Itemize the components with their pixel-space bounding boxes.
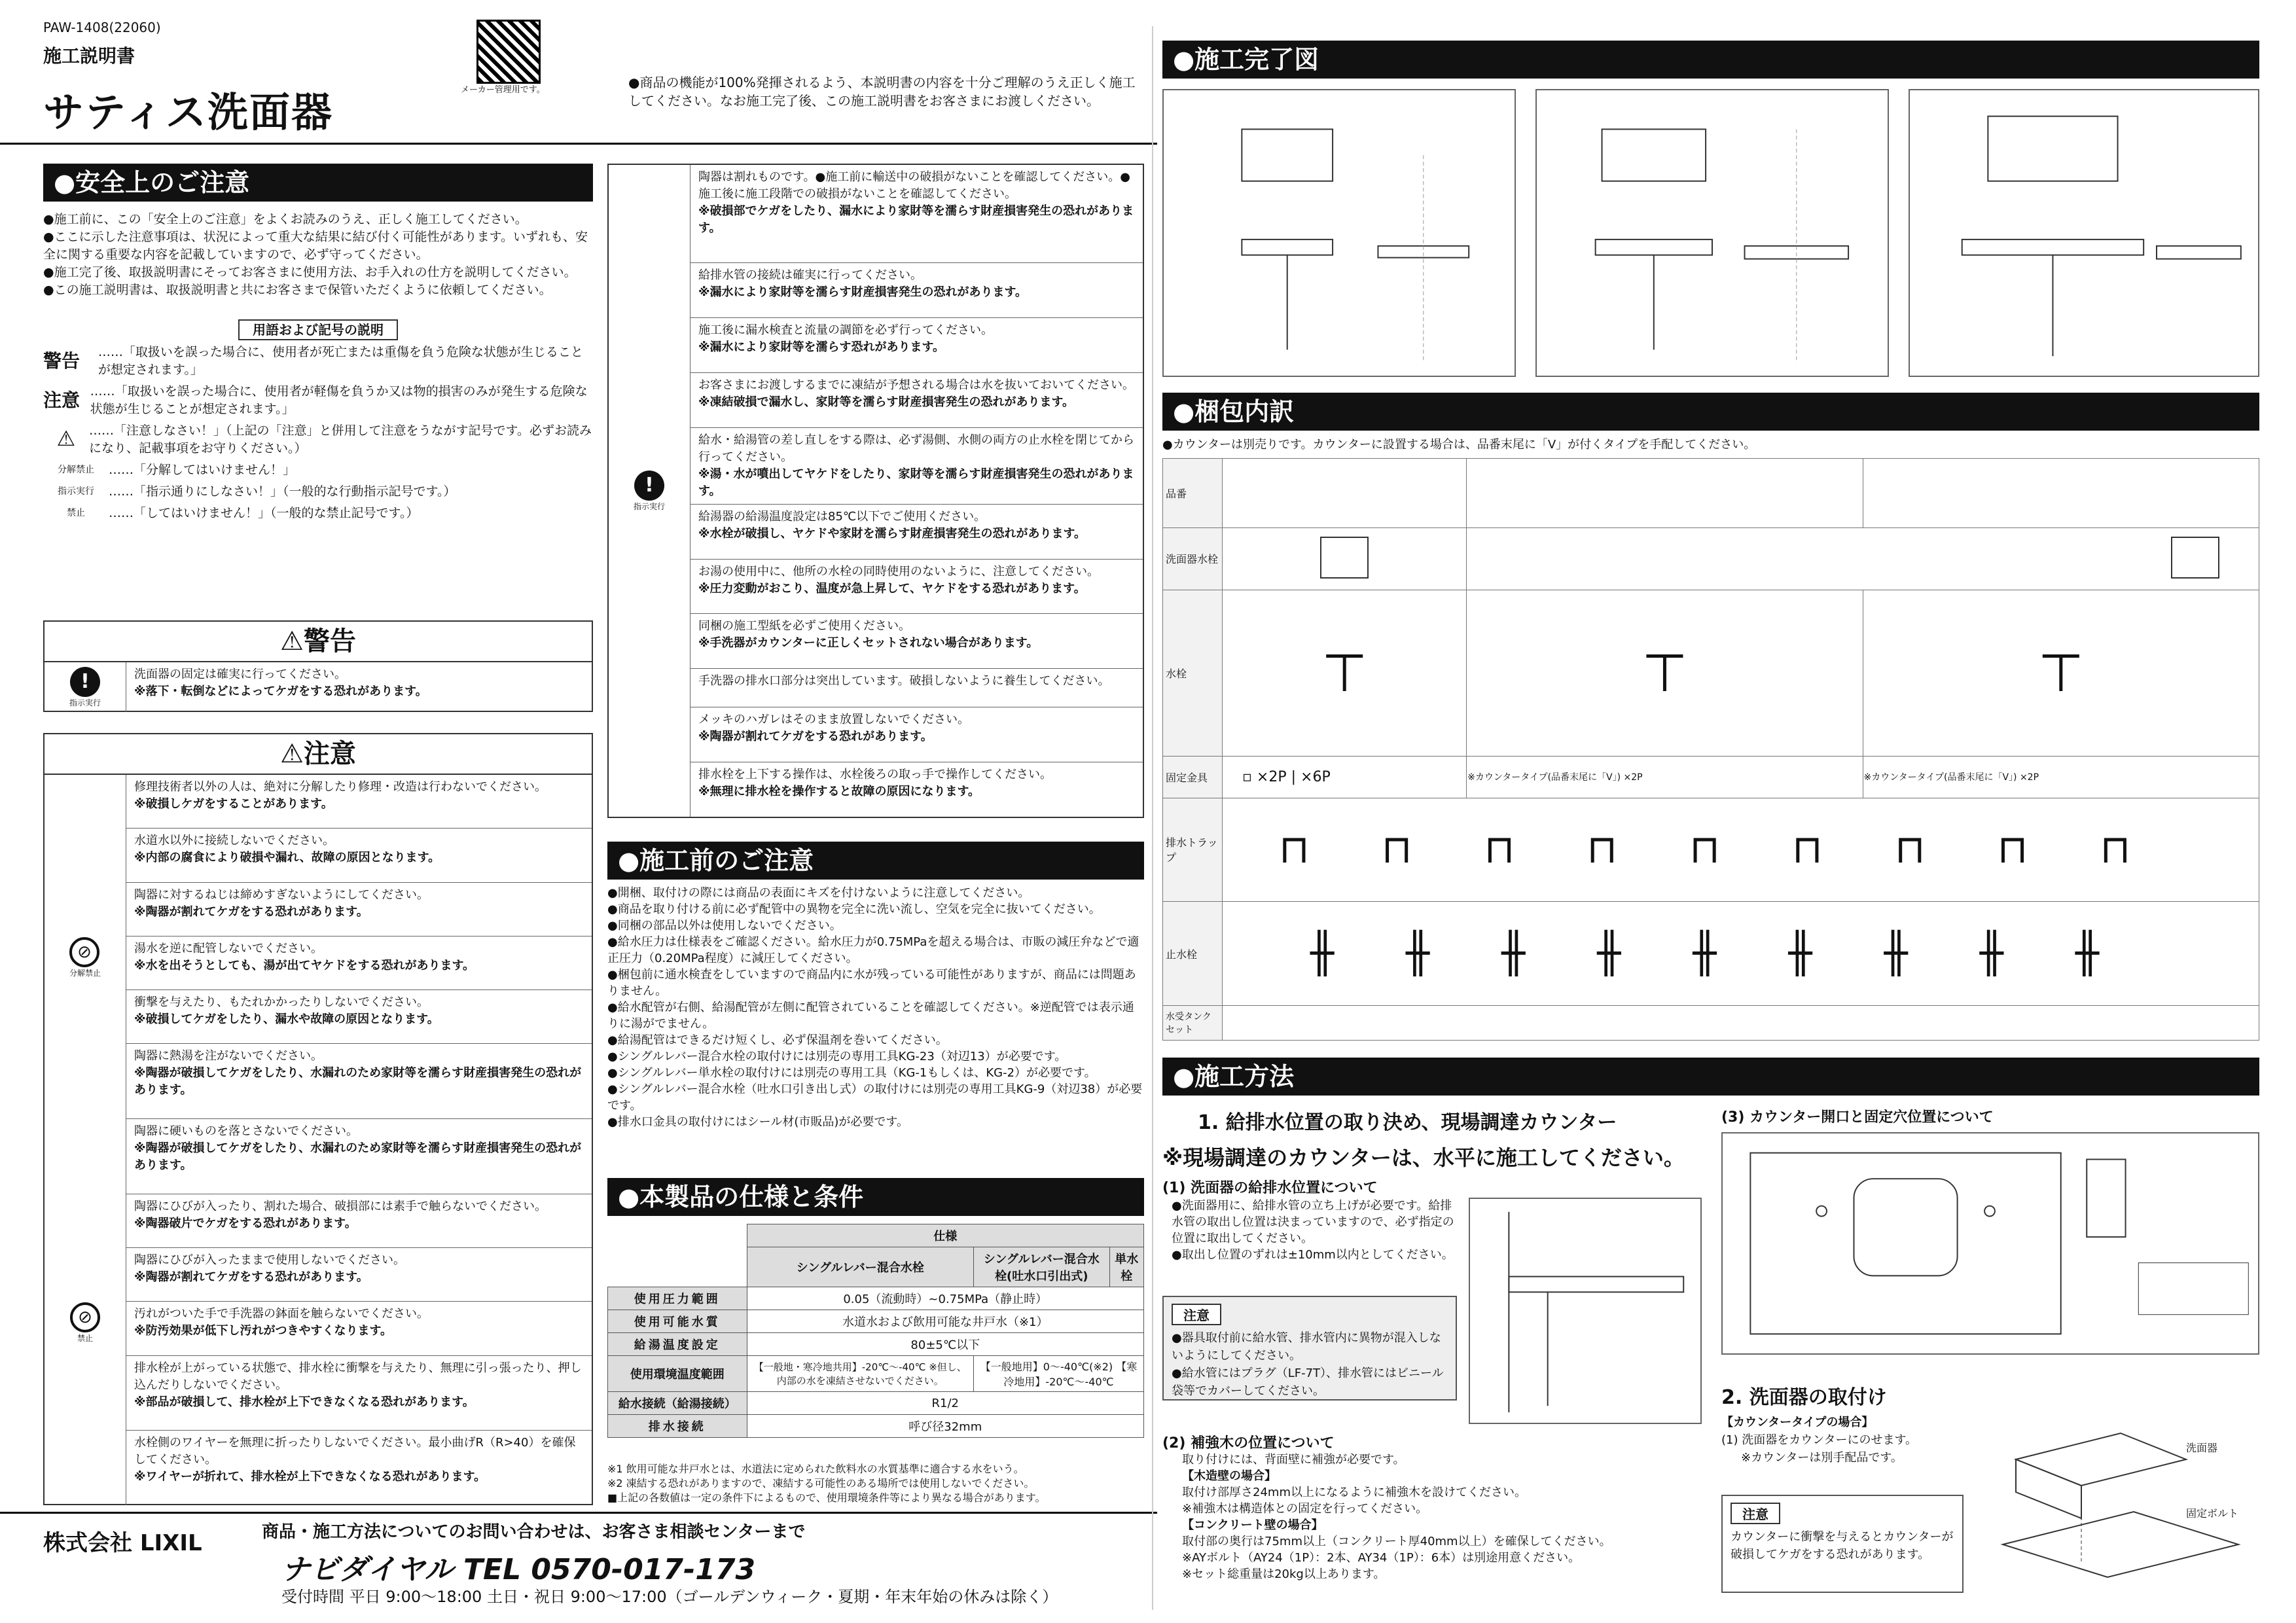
method-caution-box: 注意 ●器具取付前に給水管、排水管内に異物が混入しないようにしてください。 ●給水管にはプラグ（LF-7T）、排水管にはビニール袋等でカバーしてください。: [1162, 1296, 1457, 1400]
instruction-icon: ! 指示実行: [45, 662, 126, 712]
middle-caution-rows: [691, 165, 1143, 817]
spec-label: 排水接続: [608, 1415, 747, 1438]
legend-row-no-disassembly: [43, 460, 593, 478]
safety-bullet: ●施工完了後、取扱説明書にそってお客さまに使用方法、お手入れの仕方を説明してください。: [43, 265, 577, 279]
footer-question: 商品・施工方法についてのお問い合わせは、お客さま相談センターまで: [262, 1522, 806, 1542]
spec-value: 【一般地用】0～-40℃(※2) 【寒冷地用】-20℃～-40℃: [974, 1356, 1144, 1392]
caution-row: 水栓側のワイヤーを無理に折ったりしないでください。最小曲げR（R>40）を確保してください。 ※ワイヤーが折れて、排水栓が上下できなくなる恐れがあります。: [134, 1436, 576, 1484]
drawing-svg: [1164, 90, 1515, 376]
basin-icon: [1320, 537, 1369, 579]
completion-drawing-2: [1535, 89, 1889, 377]
document-type: 施工説明書: [43, 45, 135, 67]
middle-caution-box: [607, 164, 1144, 818]
legend-row-warning: [43, 342, 593, 378]
warning-title: ⚠警告: [45, 622, 592, 662]
spec-header: 仕様: [747, 1224, 1144, 1247]
spec-note: ※2 凍結する恐れがありますので、凍結する可能性のある場所では使用しないでください。: [607, 1477, 1035, 1489]
company-name: 株式会社 LIXIL: [43, 1530, 202, 1556]
caution-row: お客さまにお渡しするまでに凍結が予想される場合は水を抜いておいてください。 ※凍結破損で漏水し、家財等を濡らす財産損害発生の恐れがあります。: [691, 373, 1143, 428]
pre-install-bullet: ●排水口金具の取付けにはシール材(市販品)が必要です。: [607, 1115, 908, 1129]
spec-value: 呼び径32mm: [747, 1415, 1144, 1438]
fixing-parts: ▫ ×2P | ×6P: [1223, 757, 1467, 798]
caution-row: メッキのハガレはそのまま放置しないでください。 ※陶器が割れてケガをする恐れがあります。: [691, 707, 1143, 762]
packing-table: [1162, 458, 2259, 1041]
packing-label: 止水栓: [1163, 902, 1223, 1006]
caution-row: 衝撃を与えたり、もたれかかったりしないでください。 ※破損してケガをしたり、漏水や故障の原因となります。: [126, 990, 592, 1044]
spec-column: シングルレバー混合水栓(吐水口引出式): [974, 1247, 1110, 1287]
legend-row-prohibited: [43, 503, 593, 521]
caution-row: 湯水を逆に配管しないでください。 ※水を出そうとしても、湯が出てヤケドをする恐れがあります。: [126, 936, 592, 990]
safety-bullet: ●施工前に、この「安全上のご注意」をよくお読みのうえ、正しく施工してください。: [43, 212, 528, 226]
supply-drain-diagram: [1469, 1198, 1702, 1424]
spec-value: 水道水および飲用可能な井戸水（※1）: [747, 1310, 1144, 1333]
fixing-parts: ※カウンタータイプ(品番末尾に「V」) ×2P: [1467, 757, 1863, 798]
legend-word: 注意: [43, 389, 81, 411]
basin-mounting-diagram: [1990, 1414, 2251, 1597]
completion-drawing-3: [1909, 89, 2259, 377]
packing-title: ●梱包内訳: [1162, 393, 2259, 431]
fixing-parts: ※カウンタータイプ(品番末尾に「V」) ×2P: [1863, 757, 2259, 798]
legend-text: ……「注意しなさい！」（上記の「注意」と併用して注意をうながす記号です。必ずお読みになり、記載事項をお守りください。）: [88, 423, 592, 455]
basin-label: 洗面器: [2186, 1442, 2218, 1454]
footer-divider: [0, 1512, 1157, 1514]
faucet-icon: ⊤: [1223, 590, 1467, 757]
instruction-icon: 指示実行: [58, 486, 94, 497]
warning-triangle-icon: ⚠: [56, 426, 76, 451]
caution-row: 汚れがついた手で手洗器の鉢面を触らないでください。 ※防汚効果が低下し汚れがつきやすくなります。: [126, 1302, 592, 1355]
completion-title: ●施工完了図: [1162, 41, 2259, 79]
pre-install-bullet: ●給水圧力は仕様表をご確認ください。給水圧力が0.75MPaを超える場合は、市販の減圧弁などで適正圧力（0.20MPa程度）に減圧してください。: [607, 935, 1139, 965]
sub3-title: (3) カウンター開口と固定穴位置について: [1721, 1109, 1994, 1126]
no-disassembly-icon: 分解禁止: [58, 464, 94, 475]
caution-label: 注意: [1731, 1503, 1780, 1524]
spec-value: 80±5℃以下: [747, 1333, 1144, 1356]
legend-text: ……「してはいけません！」（一般的な禁止記号です。）: [109, 506, 419, 520]
spec-value: 【一般地・寒冷地共用】-20℃～-40℃ ※但し、内部の水を凍結させないでください。: [747, 1356, 974, 1392]
packing-label: 品番: [1163, 459, 1223, 528]
spec-column: 単水栓: [1109, 1247, 1143, 1287]
step2-lines: 【カウンタータイプの場合】 (1) 洗面器をカウンターにのせます。 ※カウンターは別手配品です。: [1721, 1416, 1918, 1465]
packing-label: 水栓: [1163, 590, 1223, 757]
legend-title: 用語および記号の説明: [238, 319, 398, 340]
qr-caption: メーカー管理用です。: [461, 85, 545, 95]
pre-install-bullet: ●開梱、取付けの際には商品の表面にキズを付けないように注意してください。: [607, 886, 1030, 900]
pre-install-bullet: ●給水配管が右側、給湯配管が左側に配管されていることを確認してください。※逆配管では表示通りに湯がでません。: [607, 1001, 1134, 1031]
caution-row: 給水・給湯管の差し直しをする際は、必ず湯側、水側の両方の止水栓を閉じてから行ってください。 ※湯・水が噴出してヤケドをしたり、家財等を濡らす財産損害発生の恐れがあります。: [691, 428, 1143, 505]
spec-column: シングルレバー混合水栓: [747, 1247, 974, 1287]
legend-text: ……「取扱いを誤った場合に、使用者が軽傷を負うか又は物的損害のみが発生する危険な状態が生じることが想定されます。」: [90, 384, 588, 416]
spec-label: 使用可能水質: [608, 1310, 747, 1333]
pre-install-bullets: [607, 885, 1144, 1130]
step1-note: ※現場調達のカウンターは、水平に施工してください。: [1162, 1145, 1685, 1170]
sub2-title: (2) 補強木の位置について: [1162, 1435, 1335, 1452]
caution-rows: [126, 775, 592, 1505]
bolt-label: 固定ボルト: [2186, 1507, 2239, 1520]
legend-word: 警告: [43, 350, 81, 372]
drawing-svg: [1910, 90, 2258, 376]
document-code: PAW-1408(22060): [43, 20, 161, 35]
sub1-title: (1) 洗面器の給排水位置について: [1162, 1180, 1378, 1196]
drawing-svg: [1723, 1133, 2258, 1353]
drawing-svg: [1470, 1199, 1700, 1423]
caution-row: 給排水管の接続は確実に行ってください。 ※漏水により家財等を濡らす財産損害発生の恐れがあります。: [691, 263, 1143, 318]
intro-text: ●商品の機能が100%発揮されるよう、本説明書の内容を十分ご理解のうえ正しく施工してください。なお施工完了後、この施工説明書をお客さまにお渡しください。: [628, 75, 1136, 109]
pre-install-bullet: ●梱包前に通水検査をしていますので商品内に水が残っている可能性がありますが、商品には問題ありません。: [607, 968, 1136, 998]
completion-drawing-1: [1162, 89, 1516, 377]
caution-row: 排水栓が上がっている状態で、排水栓に衝撃を与えたり、無理に引っ張ったり、押し込んだりしないでください。 ※部品が破損して、排水栓が上下できなくなる恐れがあります。: [126, 1356, 592, 1431]
caution-row: 陶器は割れものです。●施工前に輸送中の破損がないことを確認してください。●施工後に施工段階での破損がないことを確認してください。 ※破損部でケガをしたり、漏水により家財等を濡らす財産損害発生の恐れがあります。: [691, 165, 1143, 263]
spec-note: ※1 飲用可能な井戸水とは、水道法に定められた飲料水の水質基準に適合する水をいう。: [607, 1463, 1024, 1475]
faucet-icon: ⊤: [1467, 590, 1863, 757]
legend-row-attention: [43, 421, 593, 456]
caution-row: 陶器にひびが入ったり、割れた場合、破損部には素手で触らないでください。 ※陶器破片でケガをする恐れがあります。: [126, 1194, 592, 1248]
spec-value: R1/2: [747, 1392, 1144, 1415]
spec-label: 給湯温度設定: [608, 1333, 747, 1356]
legend-row-caution: [43, 382, 593, 417]
footer-hours: 受付時間 平日 9:00～18:00 土日・祝日 9:00～17:00（ゴールデンウィーク・夏期・年末年始の休みは除く）: [281, 1588, 1058, 1606]
warning-cell: [126, 662, 592, 712]
method-title: ●施工方法: [1162, 1058, 2259, 1096]
caution-label: 注意: [1172, 1304, 1221, 1325]
spec-label: 使用圧力範囲: [608, 1287, 747, 1310]
pre-install-title: ●施工前のご注意: [607, 842, 1144, 880]
caution-row: 陶器に対するねじは締めすぎないようにしてください。 ※陶器が割れてケガをする恐れがあります。: [126, 883, 592, 936]
spec-label: 使用環境温度範囲: [608, 1356, 747, 1392]
caution-row: 同梱の施工型紙を必ずご使用ください。 ※手洗器がカウンターに正しくセットされない場合があります。: [691, 614, 1143, 669]
legend-text: ……「指示通りにしなさい！」（一般的な行動指示記号です。）: [109, 484, 456, 499]
drawing-svg: [1537, 90, 1888, 376]
page-fold: [1152, 26, 1153, 1610]
sub2-lines: 取り付けには、背面壁に補強が必要です。 【木造壁の場合】 取付け部厚さ24mm以上になるように補強木を設けてください。 ※補強木は構造体との固定を行ってください。 【コンクリート壁の場合】 取付部の奥行は75mm以上（コンクリート厚40mm以上）を確保してください。 ※AYボルト（AY24（1P）：2本、AY34（1P）：6本）は別途用意ください。 ※セット総重量は20kg以上あります。: [1182, 1453, 1611, 1581]
caution-row: 修理技術者以外の人は、絶対に分解したり修理・改造は行わないでください。 ※破損しケガをすることがあります。: [126, 775, 592, 829]
pre-install-bullet: ●商品を取り付ける前に必ず配管中の異物を完全に洗い流し、空気を完全に抜いてください。: [607, 902, 1101, 916]
warning-row: [45, 662, 592, 712]
page-title: サティス洗面器: [43, 88, 334, 136]
spec-value: 0.05（流動時）~0.75MPa（静止時）: [747, 1287, 1144, 1310]
caution-title: ⚠注意: [45, 734, 592, 775]
icon-label: 指示実行: [69, 698, 101, 707]
caution-row: 陶器にひびが入ったままで使用しないでください。 ※陶器が割れてケガをする恐れがあります。: [126, 1248, 592, 1302]
caution-row: 施工後に漏水検査と流量の調節を必ず行ってください。 ※漏水により家財等を濡らす恐れがあります。: [691, 318, 1143, 373]
counter-opening-diagram: [1721, 1132, 2259, 1355]
spec-notes: [607, 1462, 1144, 1505]
basin-icon: [2171, 537, 2219, 579]
safety-title: ●安全上のご注意: [43, 164, 593, 202]
spec-table: [607, 1224, 1144, 1438]
faucet-icon: ⊤: [1863, 590, 2259, 757]
legend-text: ……「分解してはいけません！」: [109, 463, 296, 477]
pre-install-bullet: ●シングルレバー混合水栓（吐水口引き出し式）の取付けには別売の専用工具KG-9（対辺38）が必要です。: [607, 1082, 1143, 1113]
footer-tel: ナビダイヤル TEL 0570-017-173: [281, 1553, 756, 1586]
no-disassembly-icon: ⊘ 分解禁止: [69, 937, 101, 978]
caution-row: 水道水以外に接続しないでください。 ※内部の腐食により破損や漏れ、故障の原因となります。: [126, 829, 592, 882]
pre-install-bullet: ●給湯配管はできるだけ短くし、必ず保温剤を巻いてください。: [607, 1033, 948, 1047]
caution-row: お湯の使用中に、他所の水栓の同時使用のないように、注意してください。 ※圧力変動がおこり、温度が急上昇して、ヤケドをする恐れがあります。: [691, 560, 1143, 615]
prohibited-icon: 禁止: [67, 507, 85, 518]
warning-box: [43, 620, 593, 712]
spec-note: ■上記の各数値は一定の条件下によるもので、使用環境条件等により異なる場合があります。: [607, 1491, 1046, 1504]
spec-label: 給水接続（給湯接続）: [608, 1392, 747, 1415]
step1-title: 1. 給排水位置の取り決め、現場調達カウンター: [1198, 1111, 1617, 1134]
pre-install-bullet: ●シングルレバー単水栓の取付けには別売の専用工具（KG-1もしくは、KG-2）が必要です。: [607, 1066, 1096, 1080]
drain-trap-icons: ⊓⊓⊓⊓⊓⊓⊓⊓⊓: [1223, 798, 2259, 902]
safety-bullet: ●この施工説明書は、取扱説明書と共にお客さまで保管いただくように依頼してください。: [43, 283, 552, 297]
safety-bullets: [43, 211, 593, 299]
pre-install-bullet: ●同梱の部品以外は使用しないでください。: [607, 919, 842, 933]
stop-valve-icons: ╫╫╫╫╫╫╫╫╫: [1223, 902, 2259, 1006]
warning-text: 洗面器の固定は確実に行ってください。: [134, 668, 346, 681]
packing-label: 洗面器水栓: [1163, 527, 1223, 590]
legend: [43, 319, 593, 525]
safety-bullet: ●ここに示した注意事項は、状況によって重大な結果に結び付く可能性があります。いずれも、安全に関する重要な内容を記載していますので、必ず守ってください。: [43, 230, 588, 262]
packing-label: 水受タンクセット: [1163, 1006, 1223, 1041]
instruction-icon: ! 指示実行: [609, 165, 691, 817]
caution-row: 給湯器の給湯温度設定は85℃以下でご使用ください。 ※水栓が破損し、ヤケドや家財を濡らす財産損害発生の恐れがあります。: [691, 505, 1143, 560]
legend-row-instruction: [43, 482, 593, 499]
step2-caution-text: カウンターに衝撃を与えるとカウンターが破損してケガをする恐れがあります。: [1731, 1530, 1954, 1561]
caution-row: 陶器に熱湯を注がないでください。 ※陶器が破損してケガをしたり、水漏れのため家財等を濡らす財産損害発生の恐れがあります。: [126, 1044, 592, 1119]
header-divider: [0, 143, 1157, 145]
caution-box: [43, 733, 593, 1505]
pre-install-bullet: ●シングルレバー混合水栓の取付けには別売の専用工具KG-23（対辺13）が必要です。: [607, 1050, 1067, 1063]
packing-note: ●カウンターは別売りです。カウンターに設置する場合は、品番末尾に「V」が付くタイプを手配してください。: [1162, 438, 1756, 452]
warning-bold: ※落下・転倒などによってケガをする恐れがあります。: [134, 685, 427, 698]
step2-caution-box: [1721, 1495, 1964, 1593]
icon-label: 指示実行: [633, 501, 665, 511]
prohibited-icon: ⊘ 禁止: [70, 1302, 100, 1344]
packing-label: 排水トラップ: [1163, 798, 1223, 902]
step2-title: 2. 洗面器の取付け: [1721, 1386, 1887, 1409]
caution-row: 排水栓を上下する操作は、水栓後ろの取っ手で操作してください。 ※無理に排水栓を操作すると故障の原因になります。: [698, 768, 1052, 799]
qr-code-icon: [476, 20, 541, 84]
caution-row: 手洗器の排水口部分は突出しています。破損しないように養生してください。: [691, 669, 1143, 707]
sub1-bullets: ●洗面器用に、給排水管の立ち上げが必要です。給排水管の取出し位置は決まっていますので、必ず指定の位置に取出してください。 ●取出し位置のずれは±10mm以内としてください。: [1172, 1199, 1454, 1262]
legend-text: ……「取扱いを誤った場合に、使用者が死亡または重傷を負う危険な状態が生じることが想定されます。」: [98, 345, 583, 377]
spec-title: ●本製品の仕様と条件: [607, 1178, 1144, 1216]
caution-row: 陶器に硬いものを落とさないでください。 ※陶器が破損してケガをしたり、水漏れのため家財等を濡らす財産損害発生の恐れがあります。: [126, 1119, 592, 1194]
packing-label: 固定金具: [1163, 757, 1223, 798]
caution-icon-column: [45, 775, 126, 1505]
